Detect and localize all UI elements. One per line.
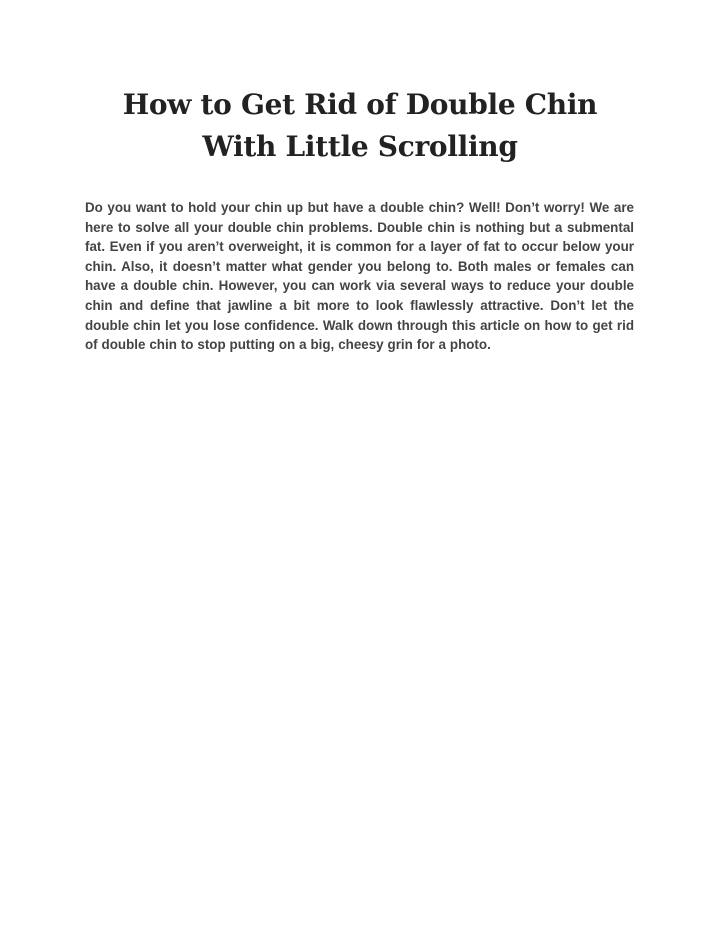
intro-paragraph: Do you want to hold your chin up but have a double chin? Well! Don’t worry! We are here to solve all your double chin problems. Double chin is nothing but a submental fat. Even if you aren’t overweight, it is common for a layer of fat to occur below your chin. Also, it doesn’t matter what gender you belong to. Both males or females can have a double chin. However, you can work via several ways to reduce your double chin and define that jawline a bit more to look flawlessly attractive. Don’t let the double chin let you lose confidence. Walk down through this article on how to get rid of double chin to stop putting on a big, cheesy grin for a photo. [85, 200, 634, 353]
title-line-2: With Little Scrolling [202, 130, 518, 163]
title-line-1: How to Get Rid of Double Chin [122, 88, 598, 121]
page-title [60, 84, 660, 168]
